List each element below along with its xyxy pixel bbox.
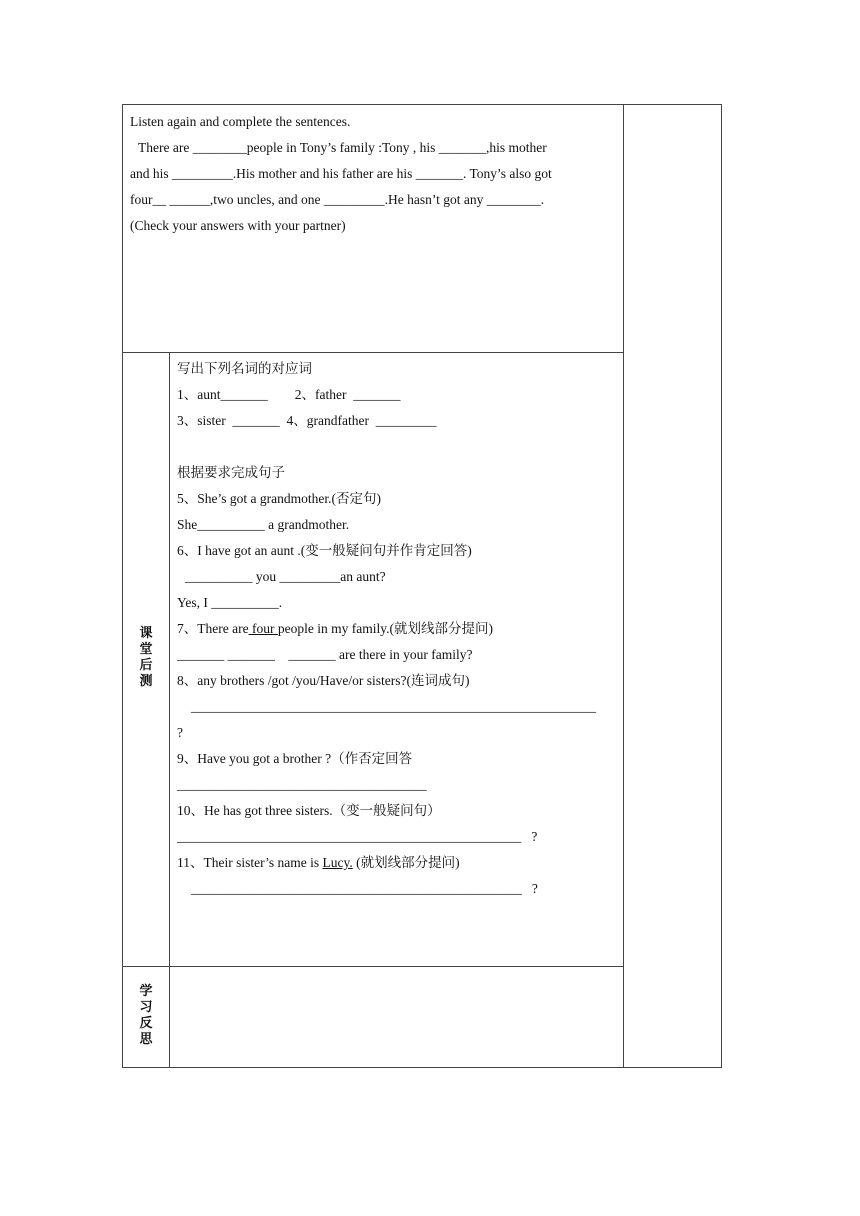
blank-line [177,434,596,460]
underlined-word: Lucy. [322,855,353,870]
fill-sentence-line: four__ ______,two uncles, and one _________.He hasn’t got any ________. [130,192,545,207]
row-divider-1 [123,352,623,353]
question-11: 11、Their sister’s name is Lucy. (就划线部分提问) [177,855,460,870]
answer-8-line: ____________________________________________________________ [191,699,596,714]
answer-6b: Yes, I __________. [177,595,283,610]
question-1-2: 1、aunt_______ 2、father _______ [177,387,401,402]
answer-9: _____________________________________ [177,777,427,792]
question-6: 6、I have got an aunt .(变一般疑问句并作肯定回答) [177,543,472,558]
label-column-divider [169,352,170,1068]
instruction-text: Listen again and complete the sentences. [130,114,351,129]
right-column-divider [623,105,624,1068]
answer-6: __________ you _________an aunt? [185,569,386,584]
classroom-test-label: 课 堂 后 测 [139,626,153,689]
answer-10: ___________________________________________________ ? [177,829,538,844]
answer-7: _______ _______ _______ are there in your family? [177,647,473,662]
answer-5: She__________ a grandmother. [177,517,350,532]
question-7: 7、There are four people in my family.(就划线部分提问) [177,621,493,636]
question-5: 5、She’s got a grandmother.(否定句) [177,491,381,506]
listening-section [130,109,552,239]
question-9: 9、Have you got a brother ?（作否定回答 [177,751,413,766]
answer-11: _________________________________________________ ? [191,881,538,896]
question-8: 8、any brothers /got /you/Have/or sisters?(连词成句) [177,673,470,688]
heading-counterpart-words: 写出下列名词的对应词 [177,361,312,376]
row-divider-2 [123,966,623,967]
question-3-4: 3、sister _______ 4、grandfather _________ [177,413,437,428]
classroom-test-section [177,356,596,902]
check-note: (Check your answers with your partner) [130,218,346,233]
question-10: 10、He has got three sisters.（变一般疑问句） [177,803,441,818]
fill-sentence-line: There are ________people in Tony’s family :Tony , his _______,his mother [138,140,547,155]
fill-sentence-line: and his _________.His mother and his father are his _______. Tony’s also got [130,166,552,181]
heading-complete-sentences: 根据要求完成句子 [177,465,285,480]
underlined-word: four [248,621,278,636]
reflection-label: 学 习 反 思 [139,984,153,1047]
answer-8-mark: ? [177,725,183,740]
worksheet-table [122,104,722,1068]
